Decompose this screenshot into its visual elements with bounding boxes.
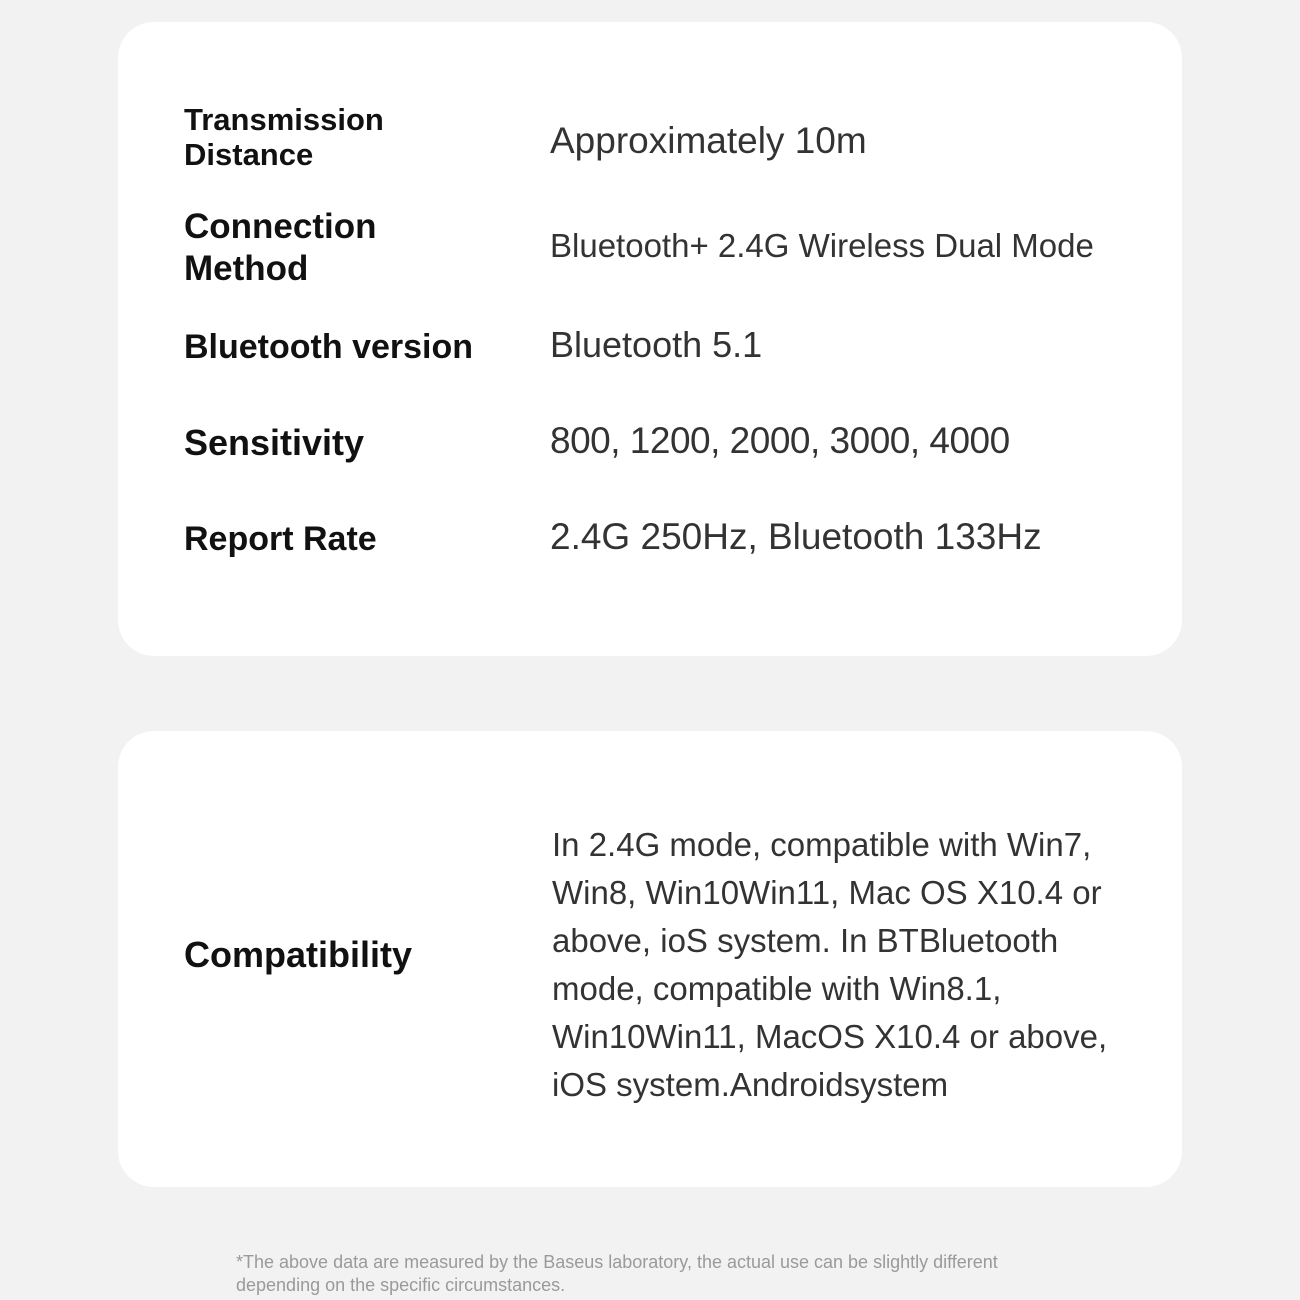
spec-label-line: Distance [184, 137, 314, 172]
specifications-card [118, 22, 1182, 656]
compatibility-line: Win8, Win10Win11, Mac OS X10.4 or [552, 874, 1102, 911]
spec-value-transmission-distance: Approximately 10m [550, 120, 867, 161]
spec-label-line: Report Rate [184, 520, 377, 558]
compatibility-description [552, 821, 1152, 1109]
compatibility-line: above, ioS system. In BTBluetooth [552, 922, 1059, 959]
spec-label-line: Method [184, 249, 309, 288]
spec-label-connection-method [184, 206, 514, 290]
compatibility-card [118, 731, 1182, 1187]
spec-value-report-rate: 2.4G 250Hz, Bluetooth 133Hz [550, 516, 1042, 557]
spec-label-bluetooth-version [184, 326, 514, 368]
spec-value-connection-method: Bluetooth+ 2.4G Wireless Dual Mode [550, 227, 1094, 264]
spec-label-line: Bluetooth version [184, 328, 474, 366]
spec-value-sensitivity: 800, 1200, 2000, 3000, 4000 [550, 420, 1010, 461]
footnote-line: *The above data are measured by the Baseus laboratory, the actual use can be slightly different [236, 1252, 998, 1272]
compatibility-label: Compatibility [184, 934, 413, 975]
footnote-line: depending on the specific circumstances. [236, 1275, 566, 1295]
spec-value-bluetooth-version: Bluetooth 5.1 [550, 324, 763, 365]
compatibility-line: mode, compatible with Win8.1, [552, 970, 1002, 1007]
spec-label-transmission-distance [184, 102, 514, 172]
compatibility-line: iOS system.Androidsystem [552, 1066, 949, 1103]
spec-label-line: Transmission [184, 102, 384, 137]
spec-label-line: Sensitivity [184, 422, 365, 463]
spec-label-sensitivity [184, 422, 514, 464]
compatibility-line: Win10Win11, MacOS X10.4 or above, [552, 1018, 1108, 1055]
compatibility-line: In 2.4G mode, compatible with Win7, [552, 826, 1092, 863]
disclaimer-footnote [236, 1251, 1136, 1297]
spec-label-report-rate [184, 518, 514, 560]
spec-label-line: Connection [184, 207, 377, 246]
